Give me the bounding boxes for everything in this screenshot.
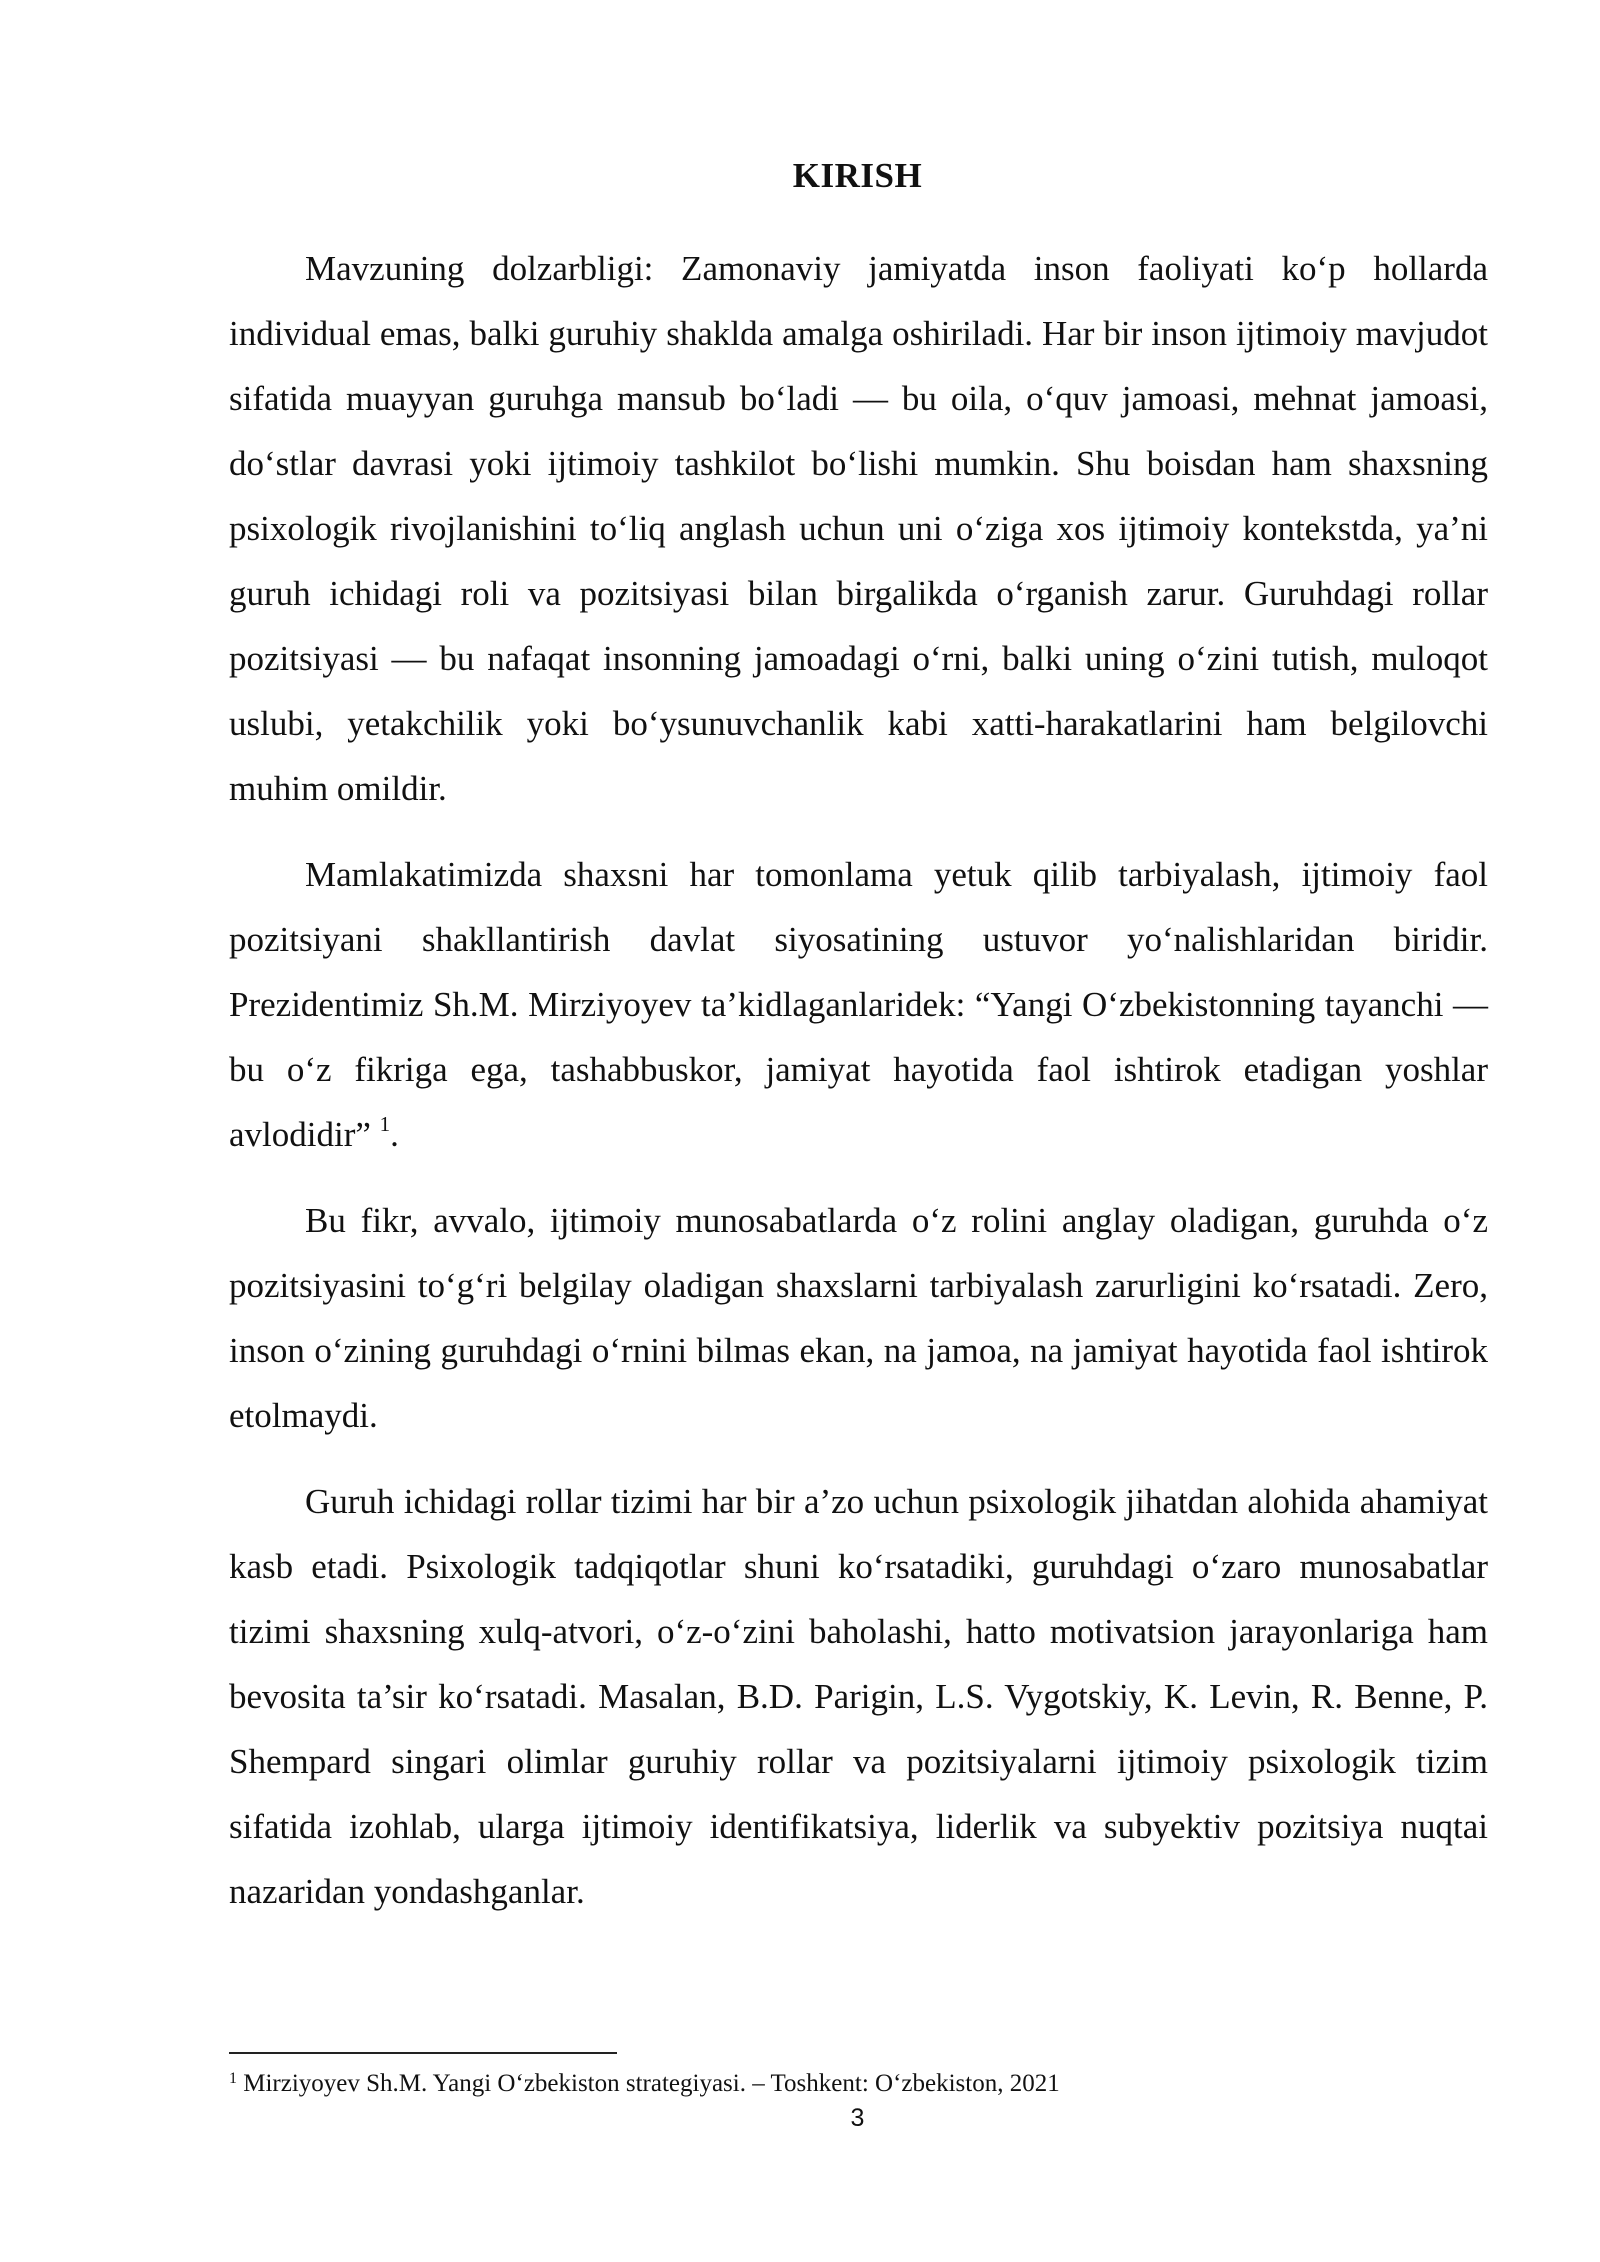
footnote-reference[interactable]: 1 [379,1112,391,1136]
paragraph-roles: Guruh ichidagi rollar tizimi har bir a’zo uchun psixologik jihatdan alohida ahamiyat kasb etadi. Psixologik tadqiqotlar shuni ko‘rsatadiki, guruhdagi o‘zaro munosabatlar tizimi shaxsning xulq-atvori, o‘z-o‘zini baholashi, hatto motivatsion jarayonlariga ham bevosita ta’sir ko‘rsatadi. Masalan, B.D. Parigin, L.S. Vygotskiy, K. Levin, R. Benne, P. Shempard singari olimlar guruhiy rollar va pozitsiyalarni ijtimoiy psixologik tizim sifatida izohlab, ularga ijtimoiy identifikatsiya, liderlik va subyektiv pozitsiya nuqtai nazaridan yondashganlar. [229,1482,1488,1911]
paragraph-thought: Bu fikr, avvalo, ijtimoiy munosabatlarda o‘z rolini anglay oladigan, guruhda o‘z pozitsiyasini to‘g‘ri belgilay oladigan shaxslarni tarbiyalash zarurligini ko‘rsatadi. Zero, inson o‘zining guruhdagi o‘rnini bilmas ekan, na jamoa, na jamiyat hayotida faol ishtirok etolmaydi. [229,1201,1488,1435]
footnote-separator [229,2052,617,2054]
body-text [229,236,1488,1945]
paragraph-policy-text: Mamlakatimizda shaxsni har tomonlama yetuk qilib tarbiyalash, ijtimoiy faol pozitsiyani shakllantirish davlat siyosatining ustuvor yo‘nalishlaridan biridir. Prezidentimiz Sh.M. Mirziyoyev ta’kidlaganlaridek: “Yangi O‘zbekistonning tayanchi — bu o‘z fikriga ega, tashabbuskor, jamiyat hayotida faol ishtirok etadigan yoshlar avlodidir” [229,855,1488,1154]
paragraph-relevance: Mavzuning dolzarbligi: Zamonaviy jamiyatda inson faoliyati ko‘p hollarda individual emas, balki guruhiy shaklda amalga oshiriladi. Har bir inson ijtimoiy mavjudot sifatida muayyan guruhga mansub bo‘ladi — bu oila, o‘quv jamoasi, mehnat jamoasi, do‘stlar davrasi yoki ijtimoiy tashkilot bo‘lishi mumkin. Shu boisdan ham shaxsning psixologik rivojlanishini to‘liq anglash uchun uni o‘ziga xos ijtimoiy kontekstda, ya’ni guruh ichidagi roli va pozitsiyasi bilan birgalikda o‘rganish zarur. Guruhdagi rollar pozitsiyasi — bu nafaqat insonning jamoadagi o‘rni, balki uning o‘zini tutish, muloqot uslubi, yetakchilik yoki bo‘ysunuvchanlik kabi xatti-harakatlarini ham belgilovchi muhim omildir. [229,249,1488,808]
page-number: 3 [850,2104,865,2132]
footnote-text: Mirziyoyev Sh.M. Yangi O‘zbekiston strategiyasi. – Toshkent: O‘zbekiston, 2021 [237,2070,1060,2097]
paragraph-policy [229,842,1488,1167]
footnote [229,2068,1488,2100]
footnote-marker: 1 [229,2070,237,2087]
section-title: KIRISH [792,156,923,195]
paragraph-policy-tail: . [390,1115,399,1154]
